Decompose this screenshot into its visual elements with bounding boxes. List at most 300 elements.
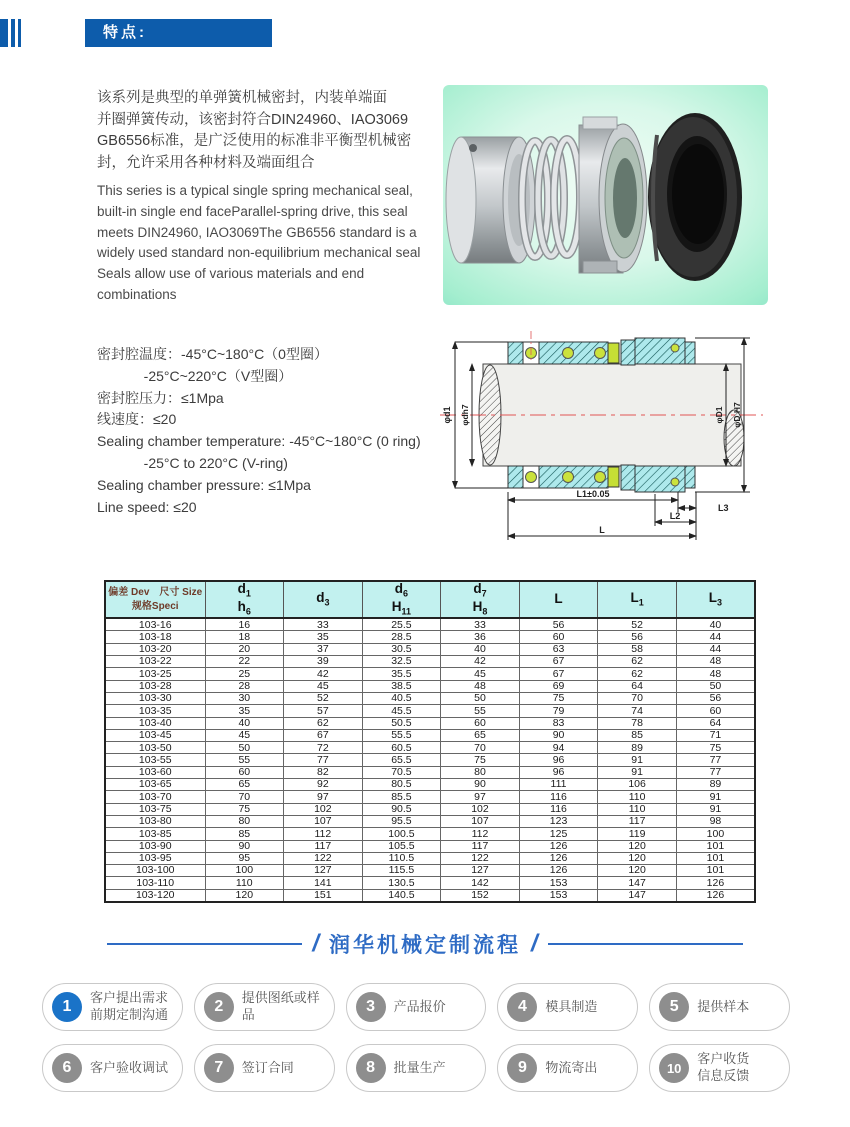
process-step-number: 6 [52, 1053, 82, 1083]
table-cell: 95.5 [362, 815, 441, 827]
table-row [105, 656, 755, 668]
table-cell: 40 [676, 618, 755, 631]
size-table [104, 580, 756, 903]
table-cell: 92 [284, 779, 363, 791]
table-cell: 69 [519, 680, 598, 692]
table-cell: 120 [598, 865, 677, 877]
table-cell: 103-40 [105, 717, 205, 729]
table-cell: 60 [676, 705, 755, 717]
table-cell: 126 [519, 840, 598, 852]
table-cell: 120 [598, 840, 677, 852]
dim-label-L: L [599, 525, 605, 535]
title-slash-right: / [531, 930, 538, 957]
process-step-card [194, 1044, 335, 1092]
table-cell: 63 [519, 643, 598, 655]
table-cell: 33 [441, 618, 520, 631]
process-step-card [42, 983, 183, 1031]
table-cell: 89 [676, 779, 755, 791]
table-cell: 74 [598, 705, 677, 717]
table-cell: 71 [676, 729, 755, 741]
process-step-card [346, 983, 487, 1031]
table-cell: 70 [205, 791, 284, 803]
table-cell: 141 [284, 877, 363, 889]
table-cell: 90 [205, 840, 284, 852]
table-cell: 91 [598, 766, 677, 778]
table-cell: 77 [676, 766, 755, 778]
table-cell: 103-90 [105, 840, 205, 852]
table-cell: 120 [205, 889, 284, 902]
table-cell: 110.5 [362, 852, 441, 864]
table-cell: 32.5 [362, 656, 441, 668]
table-cell: 151 [284, 889, 363, 902]
table-cell: 126 [519, 852, 598, 864]
table-cell: 103-70 [105, 791, 205, 803]
process-step-label: 提供图纸或样 品 [241, 990, 320, 1022]
dim-label-L3: L3 [718, 503, 729, 513]
table-cell: 62 [284, 717, 363, 729]
table-row [105, 729, 755, 741]
decor-stripe [18, 19, 21, 47]
specs-block [97, 344, 421, 518]
intro-en-line: Seals allow use of various materials and end [97, 266, 365, 282]
process-step-label: 物流寄出 [545, 1059, 598, 1075]
table-cell: 22 [205, 656, 284, 668]
table-cell: 48 [676, 656, 755, 668]
table-cell: 103-80 [105, 815, 205, 827]
table-cell: 79 [519, 705, 598, 717]
spec-line: 密封腔压力：≤1Mpa [97, 389, 224, 406]
table-col-header: $L_1$ [598, 581, 677, 618]
table-cell: 107 [441, 815, 520, 827]
table-col-header: $L_3$ [676, 581, 755, 618]
process-step-card [42, 1044, 183, 1092]
table-row [105, 692, 755, 704]
feature-header-bar [85, 19, 272, 47]
table-cell: 25 [205, 668, 284, 680]
table-cell: 44 [676, 631, 755, 643]
table-row [105, 852, 755, 864]
product-photo [443, 85, 768, 305]
table-cell: 67 [519, 668, 598, 680]
title-line-right [548, 943, 743, 945]
table-cell: 95 [205, 852, 284, 864]
table-row [105, 754, 755, 766]
table-cell: 91 [598, 754, 677, 766]
table-cell: 20 [205, 643, 284, 655]
process-step-card [346, 1044, 487, 1092]
table-cell: 62 [598, 656, 677, 668]
table-cell: 103-35 [105, 705, 205, 717]
dim-label-D1: φD1 [714, 406, 724, 424]
table-cell: 55 [441, 705, 520, 717]
table-cell: 126 [676, 889, 755, 902]
table-cell: 98 [676, 815, 755, 827]
table-cell: 116 [519, 791, 598, 803]
table-col-header: $d_3$ [284, 581, 363, 618]
table-corner-line1: 偏差 Dev 尺寸 Size [108, 586, 203, 598]
table-cell: 110 [205, 877, 284, 889]
table-cell: 35 [284, 631, 363, 643]
table-col-header: $d_7$ $H_8$ [441, 581, 520, 618]
table-cell: 106 [598, 779, 677, 791]
table-cell: 70 [441, 742, 520, 754]
table-cell: 152 [441, 889, 520, 902]
table-row [105, 889, 755, 902]
table-cell: 153 [519, 877, 598, 889]
table-cell: 91 [676, 803, 755, 815]
table-cell: 103-30 [105, 692, 205, 704]
table-cell: 142 [441, 877, 520, 889]
table-row [105, 840, 755, 852]
table-cell: 77 [284, 754, 363, 766]
table-row [105, 643, 755, 655]
table-cell: 130.5 [362, 877, 441, 889]
table-cell: 65 [441, 729, 520, 741]
table-cell: 103-85 [105, 828, 205, 840]
table-cell: 122 [441, 852, 520, 864]
title-line-left [107, 943, 302, 945]
table-cell: 50 [441, 692, 520, 704]
table-cell: 50 [676, 680, 755, 692]
table-cell: 64 [676, 717, 755, 729]
table-cell: 36 [441, 631, 520, 643]
table-cell: 50 [205, 742, 284, 754]
table-cell: 60 [441, 717, 520, 729]
dim-label-DH7: φD H7 [732, 402, 742, 428]
table-row [105, 791, 755, 803]
process-step-number: 10 [659, 1053, 689, 1083]
table-cell: 119 [598, 828, 677, 840]
table-cell: 125 [519, 828, 598, 840]
table-cell: 40.5 [362, 692, 441, 704]
table-row [105, 877, 755, 889]
dim-label-dh7: φdh7 [460, 404, 470, 426]
table-cell: 38.5 [362, 680, 441, 692]
table-row [105, 779, 755, 791]
table-row [105, 766, 755, 778]
table-cell: 107 [284, 815, 363, 827]
table-cell: 55 [205, 754, 284, 766]
table-cell: 117 [598, 815, 677, 827]
table-header-row [105, 581, 755, 618]
table-cell: 60 [205, 766, 284, 778]
process-title-text: 润华机械定制流程 [329, 934, 521, 957]
process-step-number: 1 [52, 992, 82, 1022]
table-cell: 64 [598, 680, 677, 692]
table-cell: 94 [519, 742, 598, 754]
table-cell: 52 [284, 692, 363, 704]
intro-english [97, 181, 420, 306]
table-cell: 85 [205, 828, 284, 840]
process-step-label: 批量生产 [393, 1059, 446, 1075]
table-cell: 103-100 [105, 865, 205, 877]
table-cell: 56 [598, 631, 677, 643]
seal-assembly-top [508, 331, 695, 365]
table-corner-header [105, 581, 205, 618]
table-row [105, 803, 755, 815]
table-cell: 103-28 [105, 680, 205, 692]
intro-cn-line: 该系列是典型的单弹簧机械密封，内装单端面 [97, 90, 387, 106]
intro-cn-line: 并圈弹簧传动，该密封符合DIN24960、IAO3069 [97, 111, 409, 128]
table-cell: 56 [519, 618, 598, 631]
process-step-card [194, 983, 335, 1031]
table-cell: 25.5 [362, 618, 441, 631]
table-cell: 45.5 [362, 705, 441, 717]
table-cell: 42 [284, 668, 363, 680]
rubber-seat-ring [648, 113, 742, 281]
table-cell: 112 [284, 828, 363, 840]
spec-line: -25°C to 220°C (V-ring) [97, 454, 288, 471]
intro-en-line: widely used standard non-equilibrium mechanical seal [97, 245, 421, 261]
table-cell: 101 [676, 840, 755, 852]
table-row [105, 828, 755, 840]
seal-head [579, 117, 647, 273]
table-cell: 60.5 [362, 742, 441, 754]
table-cell: 103-75 [105, 803, 205, 815]
table-cell: 115.5 [362, 865, 441, 877]
table-corner-line2: 规格Speci [131, 600, 179, 612]
table-cell: 127 [284, 865, 363, 877]
feature-title: 特点: [103, 24, 147, 41]
table-cell: 48 [441, 680, 520, 692]
table-cell: 103-50 [105, 742, 205, 754]
intro-en-line: This series is a typical single spring mechanical seal, [97, 183, 413, 198]
table-cell: 75 [519, 692, 598, 704]
table-cell: 110 [598, 803, 677, 815]
table-row [105, 668, 755, 680]
table-cell: 103-120 [105, 889, 205, 902]
table-cell: 35.5 [362, 668, 441, 680]
intro-cn-line: GB6556标准，是广泛使用的标准非平衡型机械密 [97, 133, 412, 149]
table-cell: 33 [284, 618, 363, 631]
process-step-number: 8 [356, 1053, 386, 1083]
table-cell: 60 [519, 631, 598, 643]
intro-en-line: combinations [97, 286, 177, 302]
table-cell: 90.5 [362, 803, 441, 815]
table-cell: 103-20 [105, 643, 205, 655]
table-cell: 52 [598, 618, 677, 631]
table-cell: 78 [598, 717, 677, 729]
table-cell: 67 [284, 729, 363, 741]
table-cell: 30.5 [362, 643, 441, 655]
table-cell: 62 [598, 668, 677, 680]
process-step-label: 客户收货 信息反馈 [697, 1051, 750, 1083]
table-cell: 58 [598, 643, 677, 655]
table-cell: 96 [519, 754, 598, 766]
table-cell: 65 [205, 779, 284, 791]
table-cell: 100 [205, 865, 284, 877]
table-cell: 102 [284, 803, 363, 815]
process-step-label: 提供样本 [697, 998, 750, 1014]
table-cell: 127 [441, 865, 520, 877]
process-step-card [649, 1044, 790, 1092]
table-cell: 35 [205, 705, 284, 717]
table-cell: 105.5 [362, 840, 441, 852]
table-cell: 91 [676, 791, 755, 803]
process-title [0, 928, 850, 960]
intro-cn-line: 封，允许采用各种材料及端面组合 [97, 154, 315, 171]
table-cell: 97 [284, 791, 363, 803]
table-cell: 103-22 [105, 656, 205, 668]
table-cell: 153 [519, 889, 598, 902]
table-cell: 28 [205, 680, 284, 692]
table-row [105, 717, 755, 729]
table-cell: 44 [676, 643, 755, 655]
table-cell: 56 [676, 692, 755, 704]
spec-line: Sealing chamber temperature: -45°C~180°C (0 ring) [97, 433, 421, 450]
process-step-label: 签订合同 [241, 1059, 294, 1075]
table-cell: 42 [441, 656, 520, 668]
process-step-card [497, 983, 638, 1031]
process-step-number: 3 [356, 992, 386, 1022]
table-cell: 75 [205, 803, 284, 815]
table-cell: 103-55 [105, 754, 205, 766]
table-cell: 65.5 [362, 754, 441, 766]
table-cell: 45 [205, 729, 284, 741]
table-cell: 90 [441, 779, 520, 791]
table-cell: 103-95 [105, 852, 205, 864]
table-cell: 111 [519, 779, 598, 791]
process-step-number: 2 [204, 992, 234, 1022]
table-cell: 67 [519, 656, 598, 668]
table-cell: 80.5 [362, 779, 441, 791]
spec-line: 密封腔温度：-45°C~180°C（0型圈） [97, 346, 328, 362]
table-cell: 103-25 [105, 668, 205, 680]
table-cell: 102 [441, 803, 520, 815]
technical-drawing [428, 326, 773, 548]
table-row [105, 815, 755, 827]
table-cell: 30 [205, 692, 284, 704]
table-cell: 16 [205, 618, 284, 631]
table-cell: 50.5 [362, 717, 441, 729]
table-row [105, 631, 755, 643]
table-cell: 28.5 [362, 631, 441, 643]
table-cell: 97 [441, 791, 520, 803]
spec-line: 线速度：≤20 [97, 411, 177, 428]
table-cell: 101 [676, 852, 755, 864]
table-cell: 48 [676, 668, 755, 680]
table-cell: 126 [519, 865, 598, 877]
table-cell: 80 [205, 815, 284, 827]
intro-chinese [97, 88, 411, 174]
table-row [105, 705, 755, 717]
title-slash-left: / [312, 930, 319, 957]
size-table-body [105, 618, 755, 902]
table-cell: 37 [284, 643, 363, 655]
process-step-label: 客户验收调试 [90, 1059, 169, 1075]
table-cell: 100.5 [362, 828, 441, 840]
table-cell: 45 [441, 668, 520, 680]
intro-en-line: meets DIN24960, IAO3069The GB6556 standard is a [97, 224, 417, 240]
table-cell: 117 [441, 840, 520, 852]
table-cell: 103-65 [105, 779, 205, 791]
table-col-header: $d_1$ $h_6$ [205, 581, 284, 618]
table-cell: 117 [284, 840, 363, 852]
decor-stripe [0, 19, 8, 47]
table-cell: 140.5 [362, 889, 441, 902]
spec-line: Sealing chamber pressure: ≤1Mpa [97, 476, 311, 493]
process-step-number: 5 [659, 992, 689, 1022]
table-cell: 103-60 [105, 766, 205, 778]
dim-label-d1: φd1 [442, 406, 452, 424]
table-cell: 101 [676, 865, 755, 877]
table-cell: 85 [598, 729, 677, 741]
spec-line: Line speed: ≤20 [97, 498, 197, 515]
process-step-label: 客户提出需求 前期定制沟通 [90, 990, 169, 1022]
table-cell: 112 [441, 828, 520, 840]
process-step-label: 模具制造 [545, 998, 598, 1014]
table-cell: 45 [284, 680, 363, 692]
table-cell: 147 [598, 889, 677, 902]
process-step-card [497, 1044, 638, 1092]
steps-row-2 [42, 1044, 790, 1092]
table-cell: 147 [598, 877, 677, 889]
table-row [105, 865, 755, 877]
table-cell: 103-16 [105, 618, 205, 631]
seal-dimension-drawing [428, 326, 773, 548]
table-row [105, 742, 755, 754]
table-cell: 120 [598, 852, 677, 864]
table-col-header: $d_6$ $H_{11}$ [362, 581, 441, 618]
process-step-number: 4 [507, 992, 537, 1022]
table-cell: 57 [284, 705, 363, 717]
table-cell: 18 [205, 631, 284, 643]
process-step-card [649, 983, 790, 1031]
decor-stripe [11, 19, 15, 47]
table-col-header: L [519, 581, 598, 618]
process-step-number: 9 [507, 1053, 537, 1083]
table-cell: 89 [598, 742, 677, 754]
table-cell: 77 [676, 754, 755, 766]
table-cell: 82 [284, 766, 363, 778]
table-cell: 40 [441, 643, 520, 655]
table-row [105, 618, 755, 631]
table-cell: 80 [441, 766, 520, 778]
table-cell: 85.5 [362, 791, 441, 803]
dim-label-L2: L2 [669, 511, 681, 521]
steps-row-1 [42, 983, 790, 1031]
table-cell: 83 [519, 717, 598, 729]
table-cell: 123 [519, 815, 598, 827]
table-cell: 110 [598, 791, 677, 803]
table-cell: 103-110 [105, 877, 205, 889]
table-cell: 96 [519, 766, 598, 778]
table-cell: 75 [441, 754, 520, 766]
table-cell: 116 [519, 803, 598, 815]
table-cell: 40 [205, 717, 284, 729]
table-cell: 100 [676, 828, 755, 840]
dim-label-L1: L1±0.05 [576, 489, 610, 499]
mechanical-seal-photo [443, 85, 768, 305]
table-cell: 103-45 [105, 729, 205, 741]
table-cell: 39 [284, 656, 363, 668]
table-cell: 103-18 [105, 631, 205, 643]
table-cell: 55.5 [362, 729, 441, 741]
table-cell: 75 [676, 742, 755, 754]
intro-en-line: built-in single end faceParallel-spring drive, this seal [97, 203, 408, 219]
seal-assembly-bottom [508, 465, 695, 492]
table-cell: 90 [519, 729, 598, 741]
table-row [105, 680, 755, 692]
table-cell: 70 [598, 692, 677, 704]
spec-line: -25°C~220°C（V型圈） [97, 367, 293, 384]
table-cell: 126 [676, 877, 755, 889]
process-step-number: 7 [204, 1053, 234, 1083]
table-cell: 70.5 [362, 766, 441, 778]
table-cell: 122 [284, 852, 363, 864]
process-step-label: 产品报价 [393, 998, 446, 1014]
table-cell: 72 [284, 742, 363, 754]
